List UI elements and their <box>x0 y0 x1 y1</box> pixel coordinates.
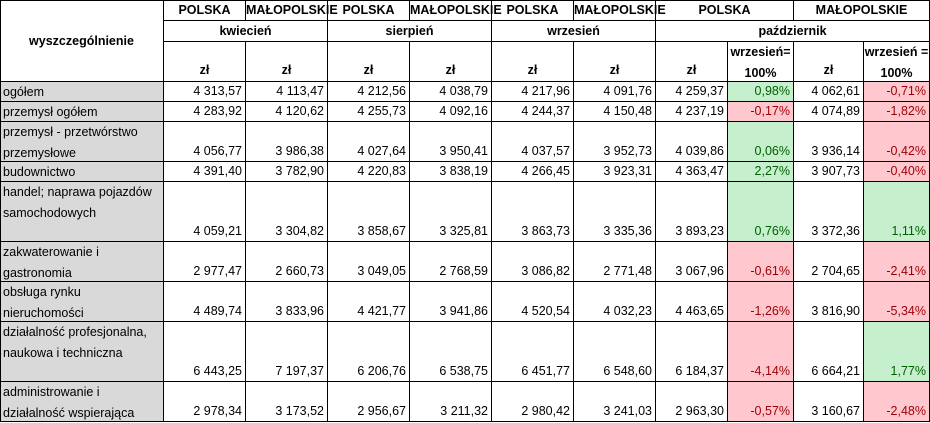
value-cell: 2 978,34 <box>164 382 246 422</box>
value-cell: 2 660,73 <box>246 242 328 282</box>
value-cell: 2 704,65 <box>794 242 864 282</box>
value-cell: 6 443,25 <box>164 322 246 382</box>
month-header: wrzesień <box>492 21 656 42</box>
value-cell: 4 113,47 <box>246 82 328 102</box>
percent-change-cell: -0,57% <box>728 382 794 422</box>
value-cell: 3 816,90 <box>794 282 864 322</box>
unit-header: zł <box>164 42 246 82</box>
value-cell: 3 325,81 <box>410 182 492 242</box>
value-cell: 6 548,60 <box>574 322 656 382</box>
row-label: ogółem <box>0 82 164 102</box>
percent-change-cell: 2,27% <box>728 162 794 182</box>
unit-header: zł <box>246 42 328 82</box>
percent-change-cell: -0,61% <box>728 242 794 282</box>
value-cell: 4 283,92 <box>164 102 246 122</box>
value-cell: 6 184,37 <box>656 322 728 382</box>
percent-change-cell: 0,76% <box>728 182 794 242</box>
value-cell: 3 067,96 <box>656 242 728 282</box>
region-header: POLSKA <box>328 0 410 21</box>
value-cell: 4 266,45 <box>492 162 574 182</box>
value-cell: 3 986,38 <box>246 122 328 162</box>
row-label: przemysł ogółem <box>0 102 164 122</box>
percent-change-cell: 0,98% <box>728 82 794 102</box>
value-cell: 4 363,47 <box>656 162 728 182</box>
percent-change-cell: -0,40% <box>864 162 930 182</box>
percent-change-cell: -0,17% <box>728 102 794 122</box>
value-cell: 4 237,19 <box>656 102 728 122</box>
month-header: październik <box>656 21 930 42</box>
percent-change-cell: 1,77% <box>864 322 930 382</box>
value-cell: 4 120,62 <box>246 102 328 122</box>
value-cell: 3 838,19 <box>410 162 492 182</box>
value-cell: 4 056,77 <box>164 122 246 162</box>
row-label: budownictwo <box>0 162 164 182</box>
value-cell: 3 241,03 <box>574 382 656 422</box>
row-label: administrowanie i działalność wspierająca <box>0 382 164 422</box>
value-cell: 4 038,79 <box>410 82 492 102</box>
value-cell: 2 977,47 <box>164 242 246 282</box>
percent-change-cell: -2,48% <box>864 382 930 422</box>
value-cell: 3 941,86 <box>410 282 492 322</box>
value-cell: 2 771,48 <box>574 242 656 282</box>
value-cell: 4 259,37 <box>656 82 728 102</box>
value-cell: 3 950,41 <box>410 122 492 162</box>
percent-change-cell: -2,41% <box>864 242 930 282</box>
value-cell: 4 032,23 <box>574 282 656 322</box>
value-cell: 3 173,52 <box>246 382 328 422</box>
region-header: POLSKA <box>492 0 574 21</box>
row-label: zakwaterowanie i gastronomia <box>0 242 164 282</box>
region-header: POLSKA <box>164 0 246 21</box>
value-cell: 3 304,82 <box>246 182 328 242</box>
value-cell: 4 520,54 <box>492 282 574 322</box>
value-cell: 6 451,77 <box>492 322 574 382</box>
percent-change-cell: 0,06% <box>728 122 794 162</box>
value-cell: 4 074,89 <box>794 102 864 122</box>
value-cell: 2 768,59 <box>410 242 492 282</box>
value-cell: 3 833,96 <box>246 282 328 322</box>
row-label: przemysł - przetwórstwo przemysłowe <box>0 122 164 162</box>
unit-header: zł <box>794 42 864 82</box>
value-cell: 4 027,64 <box>328 122 410 162</box>
value-cell: 3 049,05 <box>328 242 410 282</box>
region-header: MAŁOPOLSKIE <box>574 0 656 21</box>
value-cell: 2 956,67 <box>328 382 410 422</box>
value-cell: 4 217,96 <box>492 82 574 102</box>
month-header: kwiecień <box>164 21 328 42</box>
value-cell: 3 335,36 <box>574 182 656 242</box>
value-cell: 2 963,30 <box>656 382 728 422</box>
row-label: obsługa rynku nieruchomości <box>0 282 164 322</box>
value-cell: 6 538,75 <box>410 322 492 382</box>
value-cell: 3 160,67 <box>794 382 864 422</box>
value-cell: 4 313,57 <box>164 82 246 102</box>
unit-header: zł <box>656 42 728 82</box>
value-cell: 4 255,73 <box>328 102 410 122</box>
value-cell: 3 211,32 <box>410 382 492 422</box>
value-cell: 4 391,40 <box>164 162 246 182</box>
percent-change-cell: -1,26% <box>728 282 794 322</box>
value-cell: 4 039,86 <box>656 122 728 162</box>
value-cell: 4 220,83 <box>328 162 410 182</box>
index-header: wrzesień = 100% <box>864 42 930 82</box>
value-cell: 3 372,36 <box>794 182 864 242</box>
value-cell: 7 197,37 <box>246 322 328 382</box>
region-header: MAŁOPOLSKIE <box>246 0 328 21</box>
value-cell: 3 923,31 <box>574 162 656 182</box>
percent-change-cell: -4,14% <box>728 322 794 382</box>
value-cell: 4 059,21 <box>164 182 246 242</box>
percent-change-cell: -0,71% <box>864 82 930 102</box>
value-cell: 4 092,16 <box>410 102 492 122</box>
month-header: sierpień <box>328 21 492 42</box>
value-cell: 3 863,73 <box>492 182 574 242</box>
value-cell: 4 244,37 <box>492 102 574 122</box>
value-cell: 4 421,77 <box>328 282 410 322</box>
value-cell: 3 782,90 <box>246 162 328 182</box>
value-cell: 3 907,73 <box>794 162 864 182</box>
value-cell: 4 212,56 <box>328 82 410 102</box>
value-cell: 4 463,65 <box>656 282 728 322</box>
unit-header: zł <box>328 42 410 82</box>
region-header: MAŁOPOLSKIE <box>794 0 930 21</box>
index-header: wrzesień= 100% <box>728 42 794 82</box>
region-header: POLSKA <box>656 0 794 21</box>
value-cell: 4 489,74 <box>164 282 246 322</box>
unit-header: zł <box>410 42 492 82</box>
value-cell: 3 936,14 <box>794 122 864 162</box>
value-cell: 6 206,76 <box>328 322 410 382</box>
percent-change-cell: -0,42% <box>864 122 930 162</box>
row-label-header: wyszczególnienie <box>0 0 164 82</box>
percent-change-cell: -5,34% <box>864 282 930 322</box>
value-cell: 3 858,67 <box>328 182 410 242</box>
row-label: handel; naprawa pojazdów samochodowych <box>0 182 164 242</box>
row-label: działalność profesjonalna, naukowa i techniczna <box>0 322 164 382</box>
value-cell: 4 150,48 <box>574 102 656 122</box>
unit-header: zł <box>574 42 656 82</box>
percent-change-cell: -1,82% <box>864 102 930 122</box>
value-cell: 4 062,61 <box>794 82 864 102</box>
unit-header: zł <box>492 42 574 82</box>
value-cell: 6 664,21 <box>794 322 864 382</box>
value-cell: 3 952,73 <box>574 122 656 162</box>
value-cell: 3 086,82 <box>492 242 574 282</box>
region-header: MAŁOPOLSKIE <box>410 0 492 21</box>
value-cell: 4 091,76 <box>574 82 656 102</box>
value-cell: 2 980,42 <box>492 382 574 422</box>
value-cell: 3 893,23 <box>656 182 728 242</box>
percent-change-cell: 1,11% <box>864 182 930 242</box>
value-cell: 4 037,57 <box>492 122 574 162</box>
